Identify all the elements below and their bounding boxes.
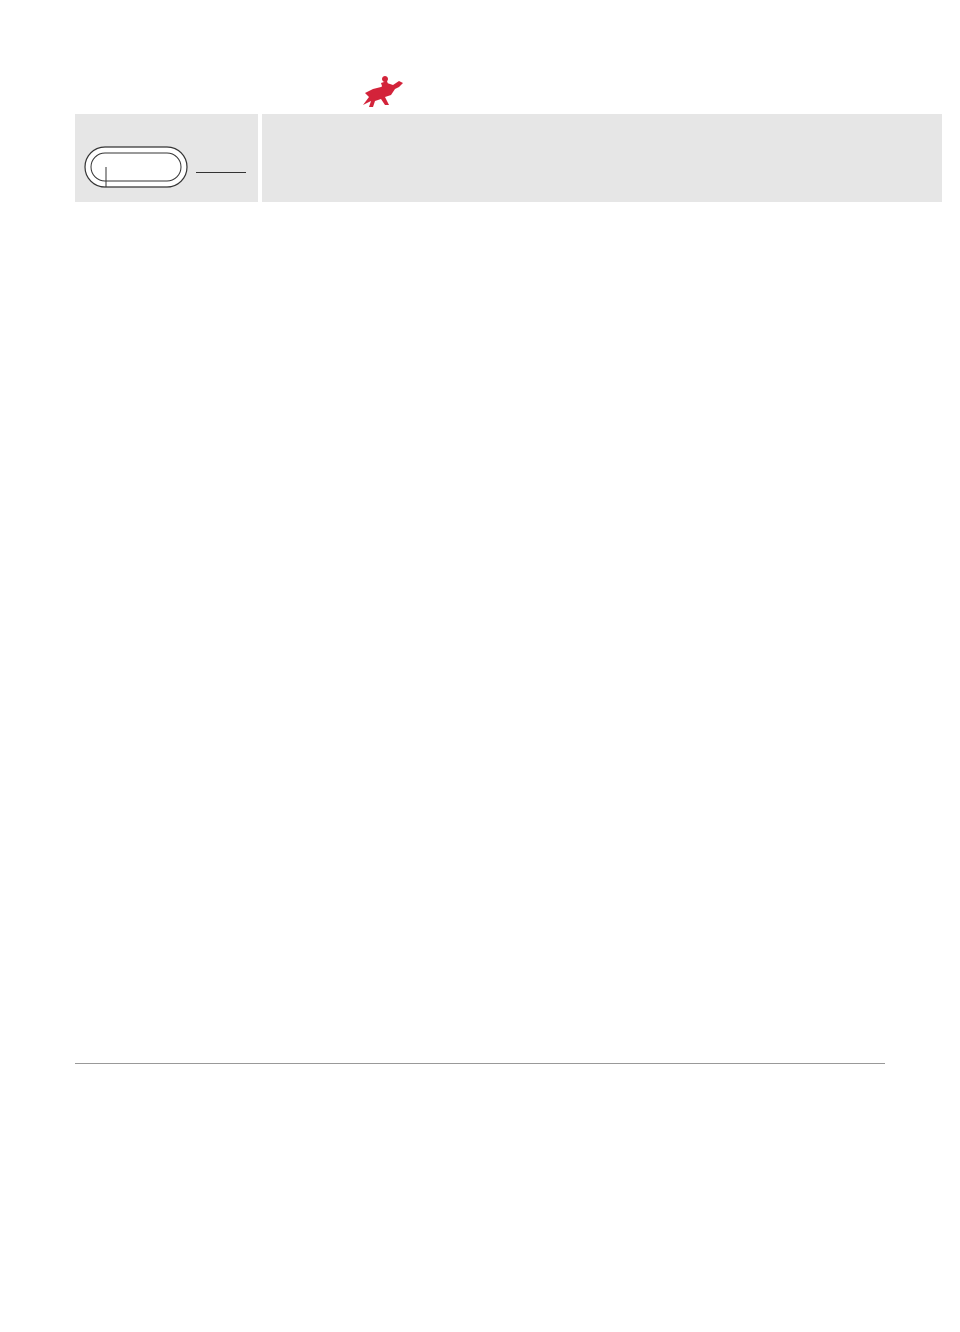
track-diagram-icon — [84, 143, 188, 191]
race-header — [75, 114, 942, 202]
header-divider — [258, 114, 262, 202]
magazine-logo — [355, 75, 625, 110]
time-underline — [196, 172, 246, 173]
divider — [75, 1063, 885, 1064]
horse-rider-icon — [355, 75, 407, 109]
